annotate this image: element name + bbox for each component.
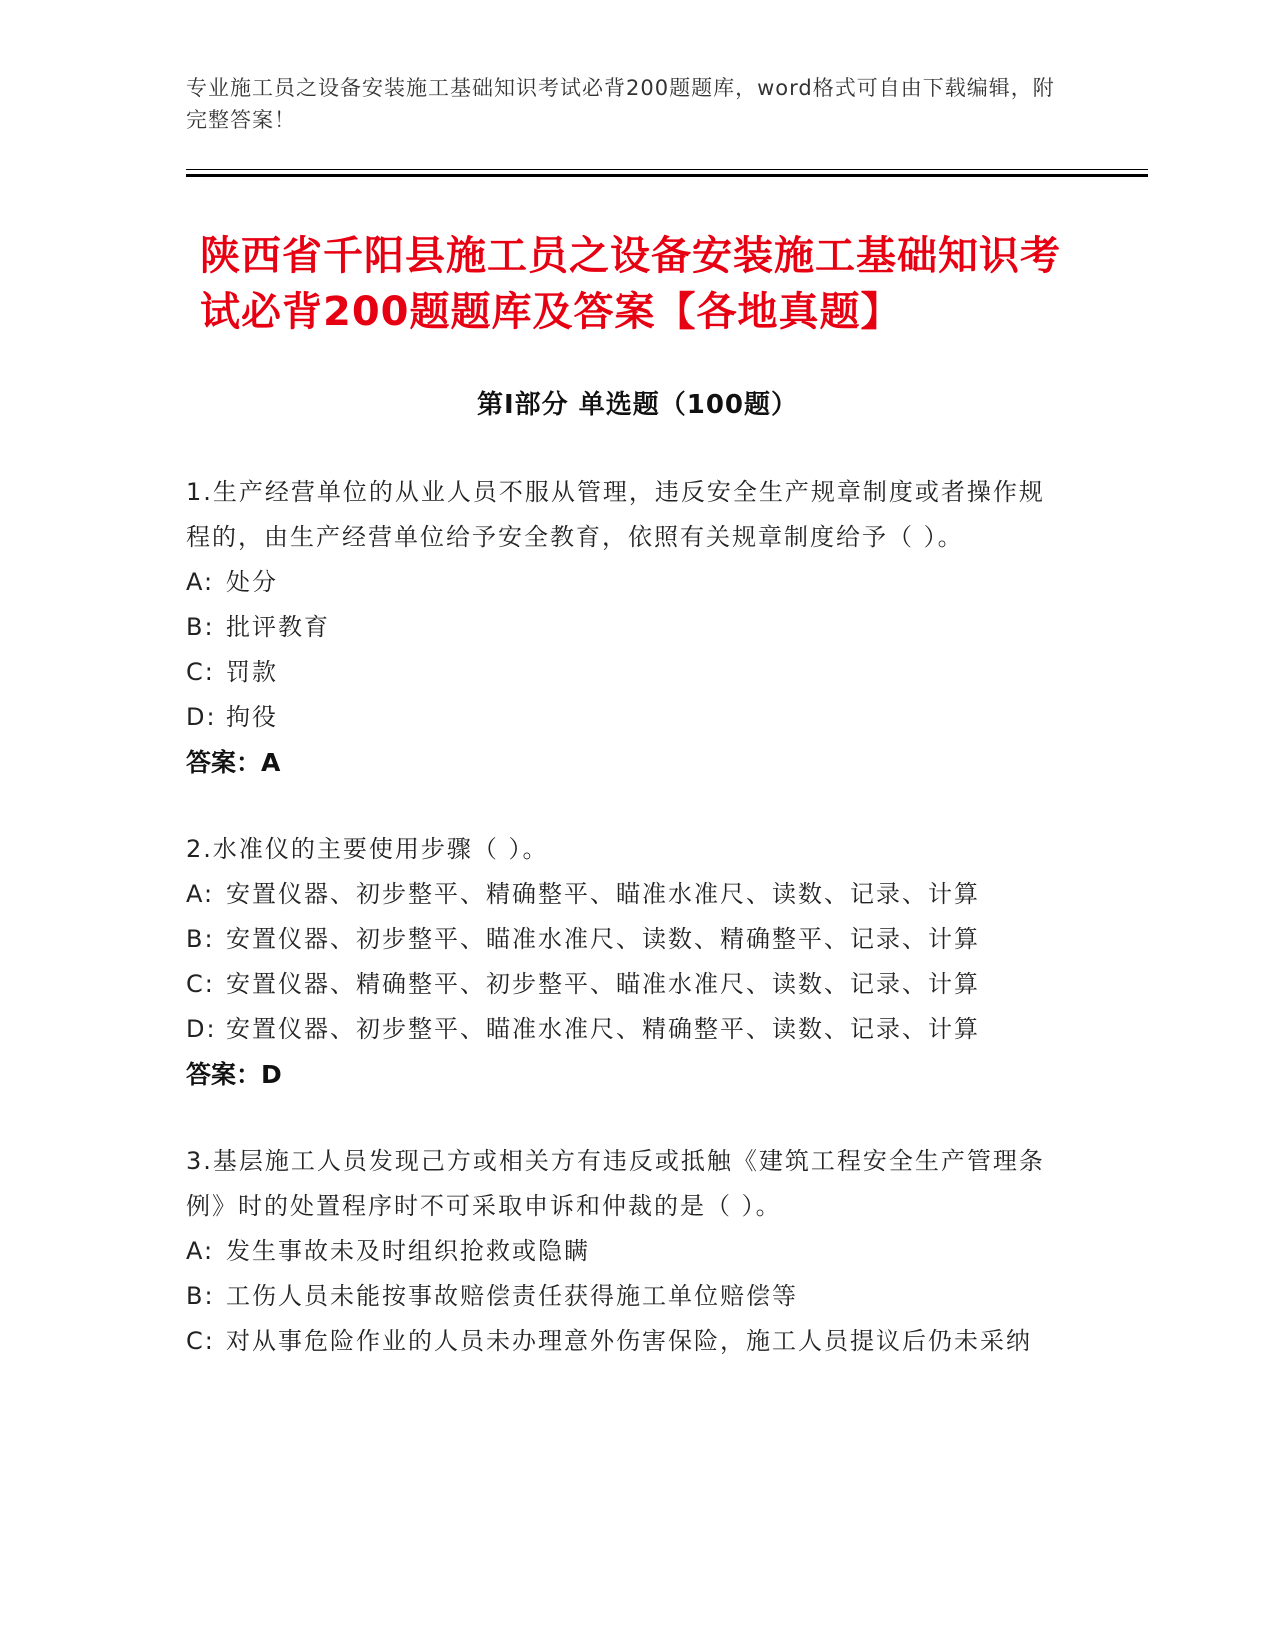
question-answer bbox=[186, 1052, 1066, 1097]
question-stem: 3.基层施工人员发现己方或相关方有违反或抵触《建筑工程安全生产管理条例》时的处置程序时不可采取申诉和仲裁的是（ ）。 bbox=[186, 1147, 1045, 1220]
option-text: 工伤人员未能按事故赔偿责任获得施工单位赔偿等 bbox=[226, 1282, 798, 1310]
option-key: C: bbox=[186, 970, 215, 998]
question-option bbox=[186, 650, 1066, 695]
question-item bbox=[186, 827, 1066, 1097]
option-key: B: bbox=[186, 613, 215, 641]
question-option bbox=[186, 560, 1066, 605]
option-text: 安置仪器、初步整平、瞄准水准尺、读数、精确整平、记录、计算 bbox=[226, 925, 980, 953]
question-option bbox=[186, 1229, 1066, 1274]
option-text: 安置仪器、精确整平、初步整平、瞄准水准尺、读数、记录、计算 bbox=[226, 970, 980, 998]
option-key: C: bbox=[186, 658, 215, 686]
question-option bbox=[186, 917, 1066, 962]
header-rule-bottom bbox=[186, 174, 1148, 177]
option-key: A: bbox=[186, 880, 215, 908]
answer-value: D bbox=[261, 1060, 282, 1089]
question-option bbox=[186, 1007, 1066, 1052]
option-text: 安置仪器、初步整平、瞄准水准尺、精确整平、读数、记录、计算 bbox=[226, 1015, 980, 1043]
section-title: 第I部分 单选题（100题） bbox=[477, 390, 798, 420]
question-option bbox=[186, 605, 1066, 650]
option-key: B: bbox=[186, 925, 215, 953]
header-note: 专业施工员之设备安装施工基础知识考试必背200题题库，word格式可自由下载编辑，附完整答案！ bbox=[186, 76, 1055, 132]
option-key: D: bbox=[186, 703, 217, 731]
question-option bbox=[186, 962, 1066, 1007]
question-answer bbox=[186, 740, 1066, 785]
answer-value: A bbox=[261, 748, 281, 777]
question-stem: 1.生产经营单位的从业人员不服从管理，违反安全生产规章制度或者操作规程的，由生产经营单位给予安全教育，依照有关规章制度给予（ ）。 bbox=[186, 478, 1045, 551]
question-option bbox=[186, 1319, 1066, 1364]
option-text: 罚款 bbox=[226, 658, 278, 686]
option-text: 拘役 bbox=[226, 703, 278, 731]
answer-label: 答案： bbox=[186, 748, 262, 777]
option-key: D: bbox=[186, 1015, 217, 1043]
option-text: 安置仪器、初步整平、精确整平、瞄准水准尺、读数、记录、计算 bbox=[226, 880, 980, 908]
option-key: A: bbox=[186, 1237, 215, 1265]
option-text: 处分 bbox=[226, 568, 278, 596]
question-item bbox=[186, 1139, 1066, 1364]
header-rule-top bbox=[186, 169, 1148, 170]
option-text: 对从事危险作业的人员未办理意外伤害保险，施工人员提议后仍未采纳 bbox=[226, 1327, 1032, 1355]
option-key: B: bbox=[186, 1282, 215, 1310]
question-item bbox=[186, 470, 1066, 785]
question-list bbox=[186, 470, 1066, 1406]
answer-label: 答案： bbox=[186, 1060, 262, 1089]
option-text: 发生事故未及时组织抢救或隐瞒 bbox=[226, 1237, 590, 1265]
option-key: A: bbox=[186, 568, 215, 596]
option-text: 批评教育 bbox=[226, 613, 330, 641]
question-option bbox=[186, 695, 1066, 740]
question-option bbox=[186, 1274, 1066, 1319]
question-option bbox=[186, 872, 1066, 917]
option-key: C: bbox=[186, 1327, 215, 1355]
document-title: 陕西省千阳县施工员之设备安装施工基础知识考试必背200题题库及答案【各地真题】 bbox=[200, 233, 1061, 335]
question-stem: 2.水准仪的主要使用步骤（ ）。 bbox=[186, 835, 549, 863]
